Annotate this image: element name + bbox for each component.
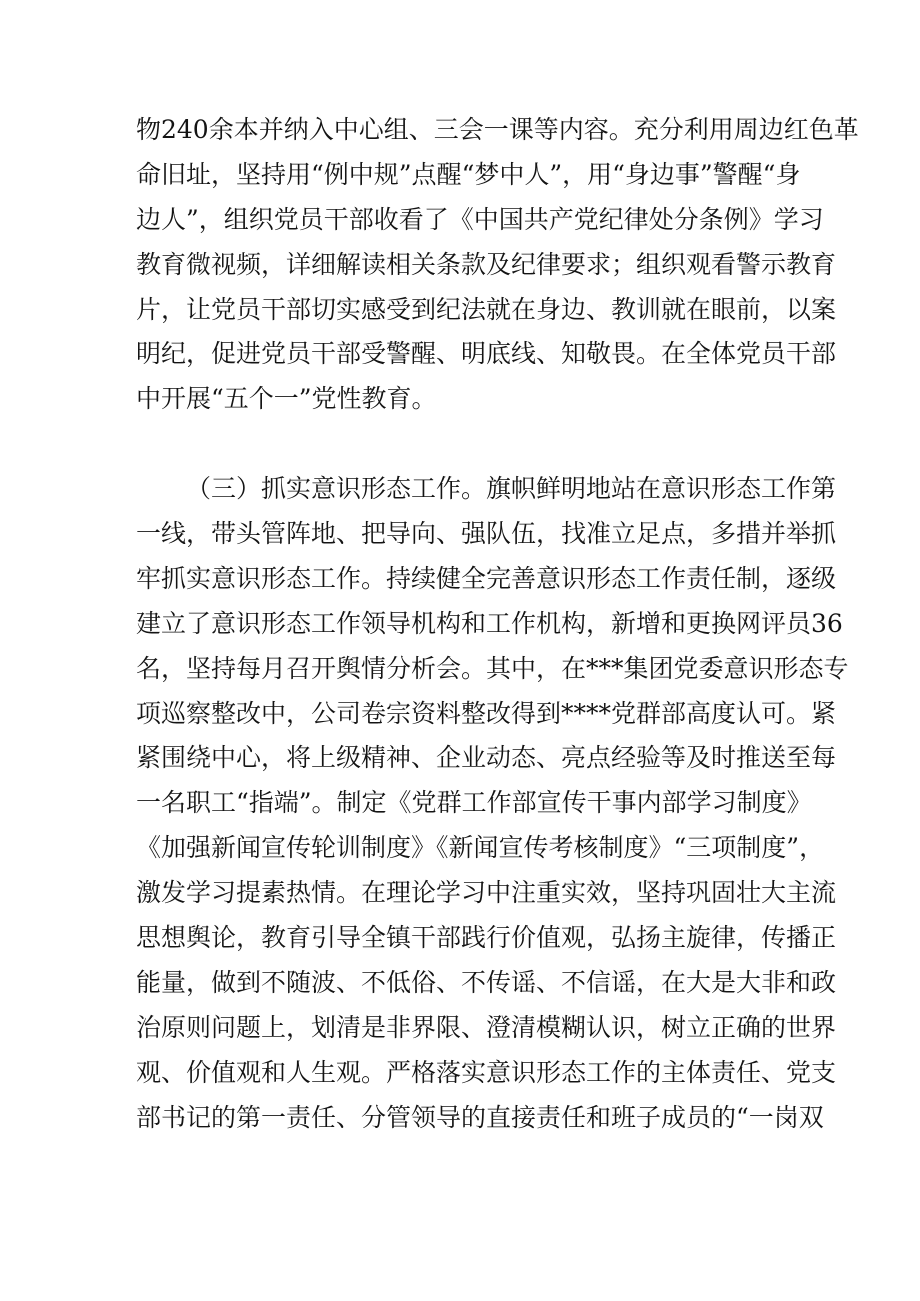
- text-line: 项巡察整改中，公司卷宗资料整改得到****党群部高度认可。紧: [136, 698, 837, 728]
- text-line: 思想舆论，教育引导全镇干部践行价值观，弘扬主旋律，传播正: [136, 923, 837, 953]
- text-line: 能量，做到不随波、不低俗、不传谣、不信谣，在大是大非和政: [136, 967, 837, 997]
- paragraph-2: [136, 467, 849, 1140]
- paragraph-spacer: [136, 422, 796, 467]
- text-line: 边人”，组织党员干部收看了《中国共产党纪律处分条例》学习: [136, 204, 824, 234]
- text-line: 中开展“五个一”党性教育。: [136, 384, 437, 414]
- text-line: 明纪，促进党员干部受警醒、明底线、知敬畏。在全体党员干部: [136, 339, 837, 369]
- paragraph-1: [136, 108, 859, 422]
- text-line: 命旧址，坚持用“例中规”点醒“梦中人”，用“身边事”警醒“身: [136, 159, 801, 189]
- text-line: 激发学习提素热情。在理论学习中注重实效，坚持巩固壮大主流: [136, 878, 837, 908]
- text-line: 紧围绕中心，将上级精神、企业动态、亮点经验等及时推送至每: [136, 743, 837, 773]
- text-line: 部书记的第一责任、分管领导的直接责任和班子成员的“一岗双: [136, 1102, 824, 1132]
- text-line: 牢抓实意识形态工作。持续健全完善意识形态工作责任制，逐级: [136, 563, 837, 593]
- text-line: 一线，带头管阵地、把导向、强队伍，找准立足点，多措并举抓: [136, 519, 837, 549]
- text-line: 建立了意识形态工作领导机构和工作机构，新增和更换网评员36: [136, 608, 843, 638]
- text-line: 一名职工“指端”。制定《党群工作部宣传干事内部学习制度》: [136, 788, 812, 818]
- document-body: [136, 108, 859, 1140]
- text-line: 观、价值观和人生观。严格落实意识形态工作的主体责任、党支: [136, 1057, 837, 1087]
- text-line: （三）抓实意识形态工作。旗帜鲜明地站在意识形态工作第: [186, 474, 837, 504]
- text-line: 物240余本并纳入中心组、三会一课等内容。充分利用周边红色革: [136, 115, 859, 144]
- text-line: 名，坚持每月召开舆情分析会。其中，在***集团党委意识形态专: [136, 653, 849, 683]
- text-line: 教育微视频，详细解读相关条款及纪律要求；组织观看警示教育: [136, 249, 837, 279]
- text-line: 《加强新闻宣传轮训制度》《新闻宣传考核制度》“三项制度”，: [136, 833, 825, 863]
- text-line: 片，让党员干部切实感受到纪法就在身边、教训就在眼前，以案: [136, 294, 837, 324]
- text-line: 治原则问题上，划清是非界限、澄清模糊认识，树立正确的世界: [136, 1012, 837, 1042]
